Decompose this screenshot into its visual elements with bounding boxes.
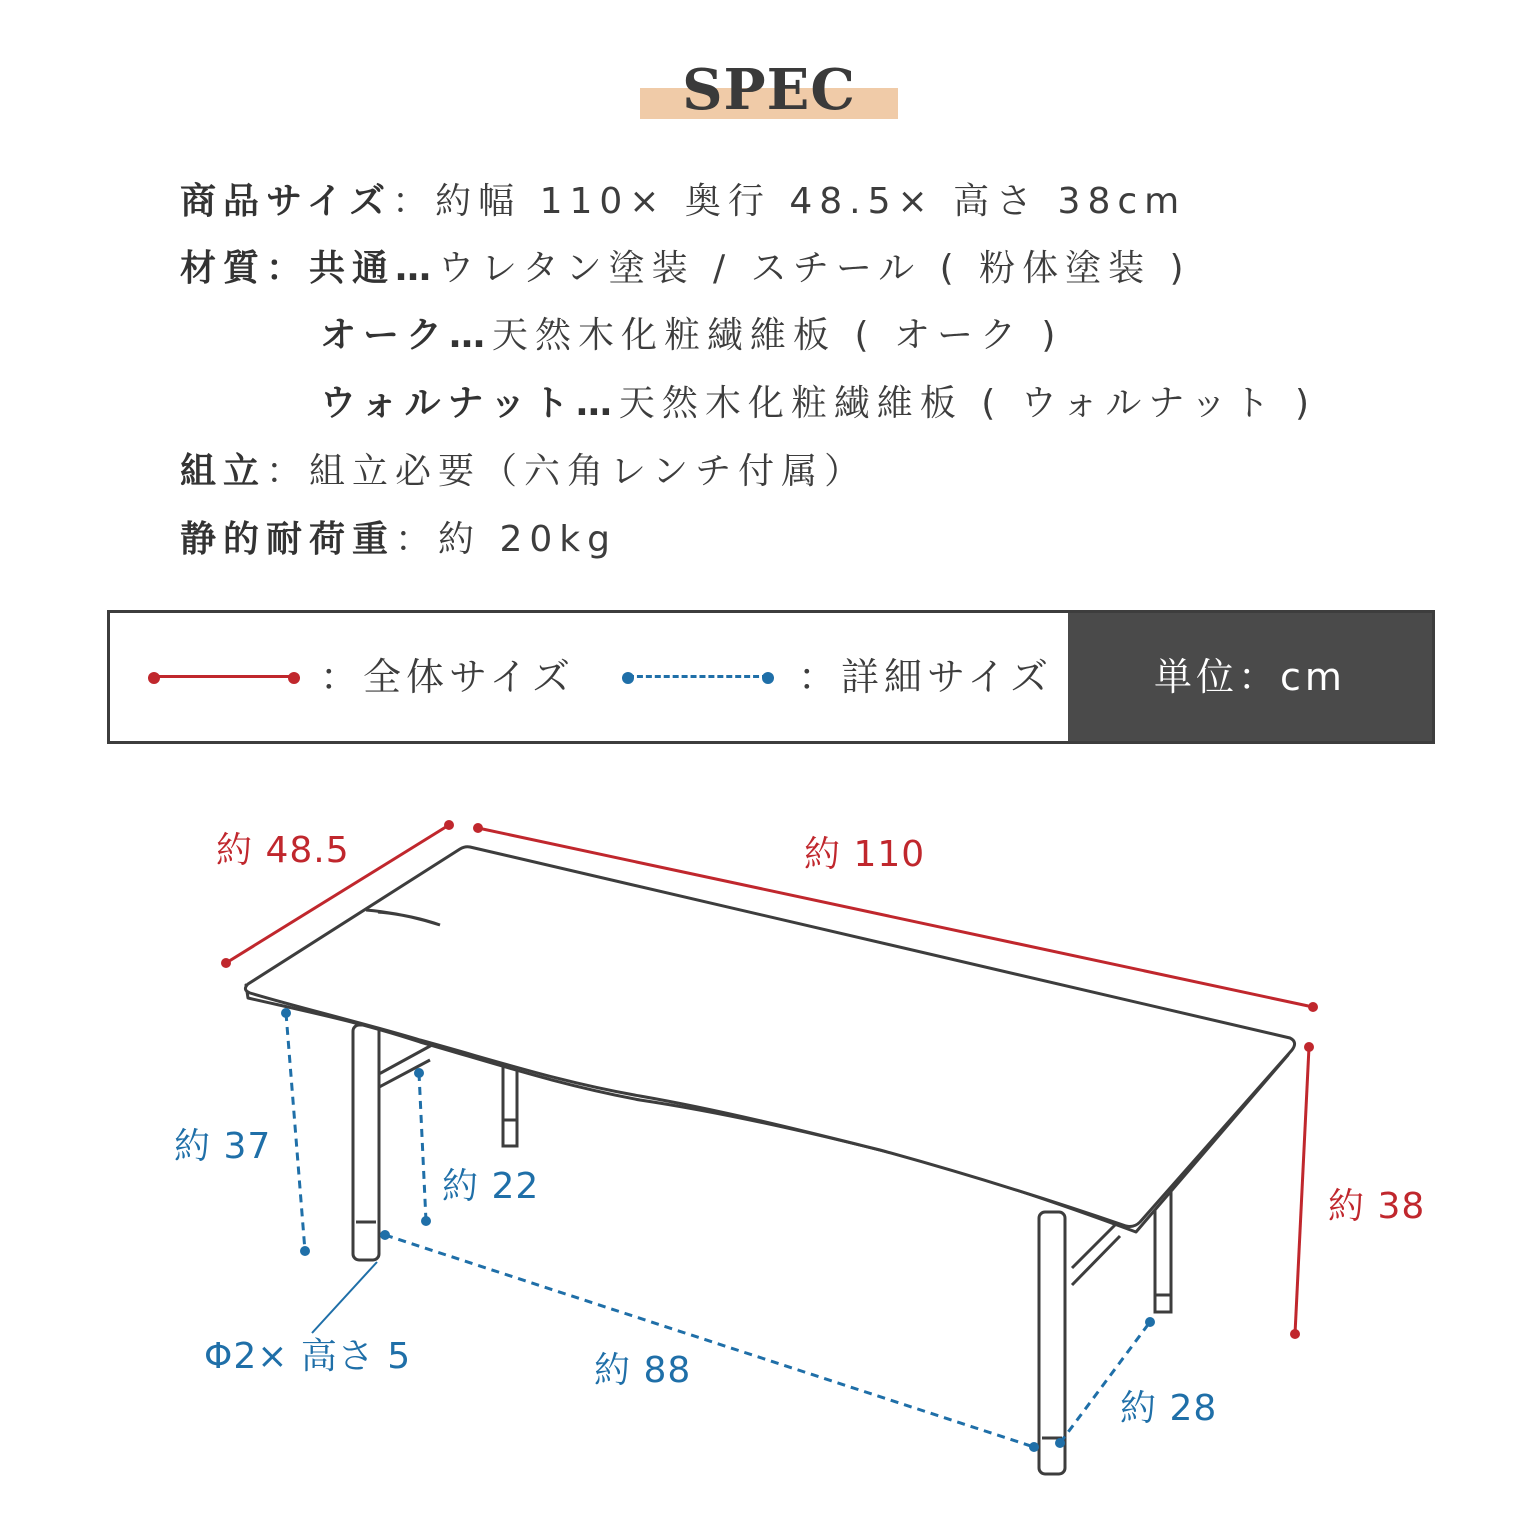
spec-load-label: 静的耐荷重 — [180, 519, 396, 560]
dimension-legend — [107, 610, 1435, 744]
spec-material-common-label: ：共通… — [266, 248, 439, 289]
page-title: SPEC — [682, 57, 856, 123]
detail-size-legend-label: ：詳細サイズ — [798, 655, 1053, 699]
leg-span-width-dimension-line — [380, 1230, 1039, 1452]
leg-height-dimension-line — [281, 1008, 310, 1256]
spec-assembly-label: 組立 — [180, 451, 267, 492]
front-leg-left — [353, 1025, 379, 1260]
line-end-dot — [288, 672, 300, 684]
spec-material-common-value: ウレタン塗装 / スチール ( 粉体塗装 ) — [438, 248, 1191, 289]
spec-walnut-line — [320, 380, 1316, 428]
spec-oak-line — [320, 312, 1062, 360]
frame-rail-right — [1072, 1225, 1120, 1285]
frame-height-dimension-label: 約 22 — [442, 1166, 540, 1207]
back-leg-left — [503, 1060, 517, 1146]
height-dimension-line — [1290, 1042, 1314, 1339]
spec-material-label: 材質 — [180, 248, 267, 289]
full-size-line-sample — [154, 675, 294, 678]
table-dimension-diagram — [0, 760, 1536, 1536]
spec-walnut-value: 天然木化粧繊維板 ( ウォルナット ) — [618, 383, 1317, 424]
spec-load-value: ：約 20kg — [395, 519, 617, 560]
leg-height-dimension-label: 約 37 — [174, 1126, 272, 1167]
spec-size-label: 商品サイズ — [180, 181, 393, 222]
width-dimension-label: 約 110 — [804, 834, 926, 875]
front-leg-right — [1039, 1212, 1065, 1474]
line-end-dot — [148, 672, 160, 684]
spec-assembly-value: ：組立必要（六角レンチ付属） — [266, 451, 868, 492]
spec-oak-label: オーク… — [320, 315, 493, 356]
height-dimension-label: 約 38 — [1328, 1186, 1426, 1227]
full-size-legend-label: ：全体サイズ — [320, 655, 575, 699]
depth-dimension-label: 約 48.5 — [216, 830, 350, 871]
spec-walnut-label: ウォルナット… — [320, 383, 619, 424]
spec-size-value: ：約幅 110× 奥行 48.5× 高さ 38cm — [392, 181, 1187, 222]
spec-assembly-line — [180, 448, 867, 496]
foot-leader-line — [312, 1262, 377, 1333]
detail-size-line-sample — [628, 675, 768, 678]
spec-material-line — [180, 245, 1191, 293]
line-end-dot — [622, 672, 634, 684]
line-end-dot — [762, 672, 774, 684]
spec-size-line — [180, 178, 1186, 226]
unit-label: 単位：cm — [1068, 613, 1432, 741]
foot-dimension-label: Φ2× 高さ 5 — [204, 1336, 412, 1377]
spec-oak-value: 天然木化粧繊維板 ( オーク ) — [492, 315, 1063, 356]
leg-span-depth-dimension-label: 約 28 — [1120, 1388, 1218, 1429]
leg-span-width-dimension-label: 約 88 — [594, 1350, 692, 1391]
spec-load-line — [180, 516, 617, 564]
frame-height-dimension-line — [414, 1068, 431, 1226]
